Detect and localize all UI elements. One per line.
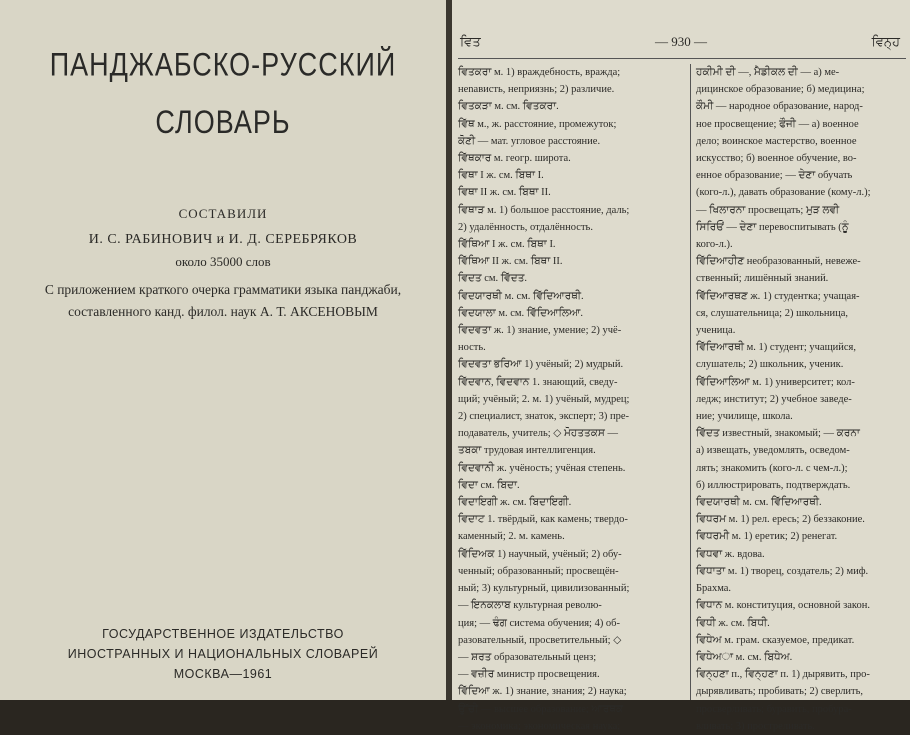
dictionary-line: каменный; 2. м. камень. [458, 531, 565, 543]
dictionary-line: дело; воинское мастерство, военное [696, 135, 857, 147]
dictionary-line: лять; знакомить (кого-л. с чем-л.); [696, 462, 848, 474]
dictionary-line: ਵਿੱਦਿਆਰਥਣ ж. 1) студентка; учащая- [696, 290, 860, 302]
dictionary-line: искусство; б) военное обучение, во- [696, 153, 857, 165]
book-title [30, 36, 416, 151]
dictionary-line: ਵਿੱਥਕਾਰ м. геогр. широта. [458, 153, 571, 165]
dictionary-line: ਕੋਣੀ — мат. угловое расстояние. [458, 135, 601, 147]
dictionary-line: б) иллюстрировать, подтверждать. [696, 479, 851, 491]
dictionary-line: ਵਿਧੀ ж. см. ਬਿਧੀ. [696, 617, 770, 629]
dictionary-line: 2) специалист, знаток, эксперт; 3) пре- [458, 411, 630, 423]
compiled-by-label: СОСТАВИЛИ [178, 206, 268, 221]
title-line-1: ПАНДЖАБСКО-РУССКИЙ [49, 46, 397, 83]
dictionary-page [452, 0, 910, 732]
dictionary-line: ਵਿਦਯਾਲਾ м. см. ਵਿੱਦਿਆਲਿਆ. [458, 307, 584, 319]
dictionary-line: ਵਿੱਦਿਆਲਿਆ м. 1) университет; кол- [696, 376, 855, 388]
dictionary-line: — ਇਨਕਲਾਬ культурная револю- [458, 600, 602, 612]
dictionary-line: енное образование; — ਦੇਣਾ обучать [696, 170, 853, 182]
dictionary-line: ледж; институт; 2) учебное заведе- [696, 393, 852, 405]
dictionary-line: ਵਿੱਥਿਆ I ж. см. ਬਿਥਾ I. [458, 239, 556, 251]
dictionary-line: дицинское образование; б) медицина; [696, 84, 865, 96]
dictionary-line: неnависть, неприязнь; 2) различие. [458, 84, 615, 96]
dictionary-line: ਸਿਰਿਓਂ — ਦੇਣਾ перевоспитывать (ਨੂੰ [696, 221, 849, 233]
dictionary-line: ਵਿੱਦਿਆਰਥੀ м. 1) студент; учащийся, [696, 342, 857, 354]
dictionary-line: ਵਿਦਯਾਰਥੀ м. см. ਵਿੱਦਿਆਰਥੀ. [696, 497, 822, 509]
dictionary-line: ਵਿੱਦਿਆਹੀਣ необразованный, невеже- [696, 256, 861, 268]
dictionary-line: — ਸ਼ਰਤ образовательный ценз; [458, 651, 597, 663]
header-rule [458, 58, 906, 59]
dictionary-line: ਵਿਥਾੜ м. 1) большое расстояние, даль; [458, 204, 630, 216]
dictionary-line: ਕੌਮੀ — народное образование, народ- [696, 101, 863, 113]
dictionary-line: ਵਿੱਥਿਆ II ж. см. ਬਿਥਾ II. [458, 256, 563, 268]
dictionary-line: ਵਿੱਦਤ известный, знакомый; — ਕਰਨਾ [696, 428, 860, 440]
dictionary-line: ਵਿਦਾਟ 1. твёрдый, как камень; твердо- [458, 514, 628, 526]
appendix-note [20, 279, 426, 323]
dictionary-line: ਵਿਧਰਮੀ м. 1) еретик; 2) ренегат. [696, 531, 838, 543]
dictionary-line: ਵਿਧਵਾ ж. вдова. [696, 548, 765, 560]
dictionary-line: ਵਿੱਦਵਾਨ, ਵਿਦਵਾਨ 1. знающий, сведу- [458, 376, 618, 388]
dictionary-line: ਵਿਦਵਤਾ ਭਰਿਆ 1) учёный; 2) мудрый. [458, 359, 624, 371]
dictionary-line: щий; учёный; 2. м. 1) учёный, мудрец; [458, 393, 630, 405]
dictionary-line: дырявливать; пробивать; 2) сверлить, [696, 686, 864, 698]
dictionary-line: ਵਿਨ੍ਹਣਾ п., ਵਿਨ੍ਹਣਾ п. 1) дырявить, про- [696, 669, 870, 681]
dictionary-line: ция; — ਢੰਗ система обучения; 4) об- [458, 617, 621, 629]
column-rule [690, 64, 691, 700]
dictionary-line: ность. [458, 342, 486, 354]
title-page [0, 0, 446, 700]
dictionary-line: ਵਿਧਾਤਾ м. 1) творец, создатель; 2) миф. [696, 565, 869, 577]
dictionary-line: ученица. [696, 325, 736, 337]
running-header [452, 34, 910, 54]
dictionary-line: 2) удалённость, отдалённость. [458, 221, 593, 233]
dictionary-line: (кого-л.), давать образование (кому-л.); [696, 187, 871, 199]
dictionary-line: кого-л.). [696, 239, 733, 251]
dictionary-line: слушатель; 2) школьник, ученик. [696, 359, 844, 371]
dictionary-line: ное просвещение; ਫੌਜੀ — а) военное [696, 118, 859, 130]
dictionary-line: ਵਿਧੇਅਾ м. см. ਬਿਧੇਅ. [696, 651, 793, 663]
dictionary-line: просверливать; буравить, пробура- [696, 703, 852, 715]
dictionary-line: ਤਬਕਾ трудовая интеллигенция. [458, 445, 596, 457]
dictionary-line: разовательный, просветительный; ◇ [458, 634, 622, 646]
dictionary-line: ਵਿਦਤ см. ਵਿੱਦਤ. [458, 273, 528, 285]
dictionary-line: ਵਿੱਦਿਆ ж. 1) знание, знания; 2) наука; [458, 686, 627, 698]
dictionary-line: ਵਿੱਦਿਅਕ 1) научный, учёный; 2) обу- [458, 548, 622, 560]
header-right-word: ਵਿਨ੍ਹ [871, 34, 900, 49]
dictionary-line: вливать; 3) простреливать. [696, 720, 815, 732]
dictionary-line: Брахма. [696, 583, 732, 595]
dictionary-line: ਉੱਚੀ — высшее образование; ਆਰਥਕ [458, 703, 624, 715]
dictionary-column-right [696, 64, 906, 735]
dictionary-line: ਵਿਦਾ см. ਬਿਦਾ. [458, 479, 520, 491]
dictionary-line: ние; училище, школа. [696, 411, 793, 423]
dictionary-line: ਵਿਧੇਅ м. грам. сказуемое, предикат. [696, 634, 855, 646]
dictionary-line: — экономика; экономическая наука; [458, 720, 621, 732]
title-line-2: СЛОВАРЬ [155, 104, 291, 141]
dictionary-line: — ਖਿਲਾਰਨਾ просвещать; ਮੁੜ ਲਵੀ [696, 204, 840, 216]
appendix-line-2: составленного канд. филол. наук А. Т. АКСЕНОВЫМ [68, 304, 378, 319]
dictionary-line: — ਵਜ਼ੀਰ министр просвещения. [458, 669, 600, 681]
dictionary-line: ਹਕੀਮੀ ਦੀ —, ਮੈਡੀਕਲ ਦੀ — а) ме- [696, 67, 840, 78]
dictionary-line: ਵਿਤਕੜਾ м. см. ਵਿਤਕਰਾ. [458, 101, 559, 113]
dictionary-line: ਵਿਦਯਾਰਥੀ м. см. ਵਿੱਦਿਆਰਥੀ. [458, 290, 584, 302]
dictionary-line: ਵਿਦਵਾਨੀ ж. учёность; учёная степень. [458, 462, 626, 474]
publisher-line-3: МОСКВА—1961 [173, 667, 273, 681]
publisher-line-1: ГОСУДАРСТВЕННОЕ ИЗДАТЕЛЬСТВО [102, 627, 344, 641]
page-number: — 930 — [655, 34, 707, 49]
dictionary-line: ченный; образованный; просвещён- [458, 565, 619, 577]
dictionary-line: ственный; лишённый знаний. [696, 273, 829, 285]
dictionary-line: ся, слушательница; 2) школьница, [696, 307, 849, 319]
word-count: около 35000 слов [175, 254, 271, 269]
dictionary-column-left [458, 64, 686, 735]
dictionary-line: ਵਿਦਾਇਗੀ ж. см. ਬਿਦਾਇਗੀ. [458, 497, 572, 509]
dictionary-line: ਵਿਥਾ I ж. см. ਬਿਥਾ I. [458, 170, 544, 182]
appendix-line-1: С приложением краткого очерка грамматики языка панджаби, [44, 282, 402, 297]
dictionary-line: ਵਿੱਥ м., ж. расстояние, промежуток; [458, 118, 617, 130]
dictionary-line: ਵਿਧਰਮ м. 1) рел. ересь; 2) беззаконие. [696, 514, 865, 526]
dictionary-line: ਵਿਦਵਤਾ ж. 1) знание, умение; 2) учё- [458, 325, 622, 337]
publisher [20, 624, 426, 684]
publisher-line-2: ИНОСТРАННЫХ И НАЦИОНАЛЬНЫХ СЛОВАРЕЙ [67, 647, 379, 661]
header-left-word: ਵਿਤ [460, 34, 481, 49]
dictionary-line: ਵਿਧਾਨ м. конституция, основной закон. [696, 600, 870, 612]
dictionary-line: а) извещать, уведомлять, осведом- [696, 445, 850, 457]
dictionary-line: ਵਿਥਾ II ж. см. ਬਿਥਾ II. [458, 187, 551, 199]
dictionary-line: ਵਿਤਕਰਾ м. 1) враждебность, вражда; [458, 67, 621, 78]
dictionary-line: ный; 3) культурный, цивилизованный; [458, 583, 630, 595]
dictionary-line: подаватель, учитель; ◇ ਮੋਹਤਤਕਸ — [458, 428, 619, 440]
authors: И. С. РАБИНОВИЧ и И. Д. СЕРЕБРЯКОВ [88, 232, 358, 247]
